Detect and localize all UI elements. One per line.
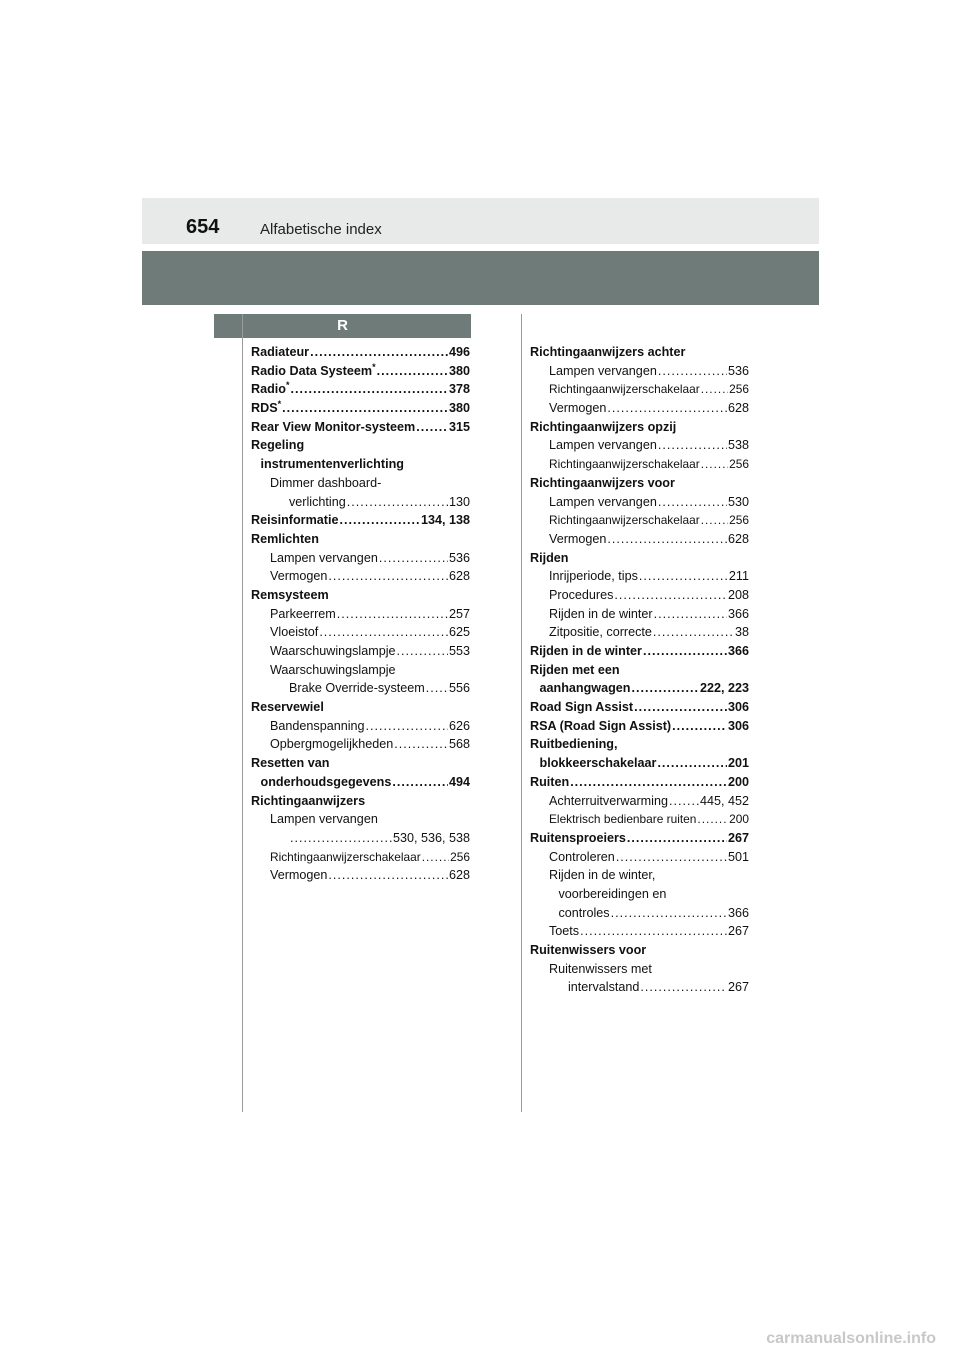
left-column-rule	[242, 314, 243, 1112]
index-entry-page: 536	[727, 363, 749, 378]
leader-dots	[580, 922, 727, 941]
index-entry	[530, 474, 749, 493]
index-entry-term: Richtingaanwijzerschakelaar	[549, 382, 700, 397]
index-entry	[530, 960, 749, 979]
index-entry	[530, 922, 749, 941]
leader-dots	[397, 642, 448, 661]
index-entry-page: 315	[448, 419, 470, 434]
index-entry	[251, 642, 470, 661]
index-entry-page: 626	[448, 718, 470, 733]
index-entry-term: onderhoudsgegevens	[260, 774, 392, 789]
index-entry-term: Rijden in de winter	[530, 644, 642, 658]
watermark: carmanualsonline.info	[766, 1330, 936, 1347]
index-entry	[530, 511, 749, 530]
index-entry-term: Rijden	[530, 550, 569, 565]
index-entry	[530, 530, 749, 549]
index-entry-page: 366	[727, 905, 749, 920]
index-entry-page: 366	[727, 644, 749, 658]
index-entry-page: 130	[448, 494, 470, 509]
leader-dots	[319, 623, 448, 642]
index-entry	[530, 455, 749, 474]
index-entry	[530, 418, 749, 437]
leader-dots	[282, 399, 448, 418]
index-entry	[251, 717, 470, 736]
index-entry-page: 366	[727, 606, 749, 621]
leader-dots	[669, 792, 699, 811]
index-entry-term: Parkeerrem	[270, 606, 336, 621]
index-entry-term: Lampen vervangen	[549, 363, 657, 378]
leader-dots	[658, 493, 727, 512]
index-entry-term: Richtingaanwijzers opzij	[530, 419, 677, 434]
index-entry	[530, 848, 749, 867]
leader-dots	[654, 605, 727, 624]
index-entry-term: Rear View Monitor-systeem	[251, 419, 416, 434]
index-entry	[251, 773, 470, 792]
index-entry	[530, 605, 749, 624]
leader-dots	[639, 567, 728, 586]
index-entry-page: 256	[450, 849, 470, 864]
index-entry	[251, 866, 470, 885]
index-entry-term: Achterruitverwarming	[549, 793, 668, 808]
index-entry-term: Lampen vervangen	[549, 438, 657, 453]
index-entry-term: controles	[558, 905, 610, 920]
leader-dots	[607, 399, 727, 418]
index-entry-term: RSA (Road Sign Assist)	[530, 718, 672, 733]
leader-dots	[366, 717, 448, 736]
index-entry	[251, 343, 470, 362]
index-entry-page: 538	[727, 438, 749, 453]
index-entry-term: Remlichten	[251, 531, 319, 546]
index-entry-term: Vermogen	[549, 401, 607, 416]
index-entry	[530, 773, 749, 792]
index-entry-term: Lampen vervangen	[270, 812, 378, 827]
index-entry-page: 496	[448, 345, 470, 359]
index-entry-page: 628	[727, 531, 749, 546]
index-entry-page: 200	[727, 774, 749, 789]
leader-dots	[657, 754, 727, 773]
index-entry-term: Rijden met een	[530, 662, 620, 677]
index-entry	[251, 605, 470, 624]
index-entry	[530, 698, 749, 717]
leader-dots	[291, 380, 448, 399]
index-entry-page: 267	[727, 924, 749, 939]
index-entry-page: 380	[448, 401, 470, 416]
index-entry-page: 201	[727, 756, 749, 771]
index-entry-page: 628	[448, 868, 470, 883]
index-entry-page: 530	[727, 494, 749, 509]
footnote-asterisk: *	[372, 361, 376, 372]
index-entry-page: 553	[448, 644, 470, 658]
index-entry-term: Ruiten	[530, 774, 570, 789]
index-entry-term: Inrijperiode, tips	[549, 569, 638, 584]
leader-dots	[658, 436, 727, 455]
index-entry-page: 267	[727, 980, 749, 995]
index-entry-term: Opbergmogelijkheden	[270, 737, 394, 752]
index-entry	[251, 754, 470, 773]
leader-dots	[658, 362, 727, 381]
index-entry-term: Radiateur	[251, 345, 310, 359]
leader-dots	[328, 866, 448, 885]
index-column-right	[530, 343, 749, 997]
leader-dots	[392, 773, 448, 792]
index-entry-term: Richtingaanwijzers	[251, 793, 366, 808]
index-entry-page: 501	[727, 849, 749, 864]
index-entry	[530, 623, 749, 642]
index-entry	[251, 810, 470, 829]
index-entry-page: 200	[729, 812, 749, 827]
index-entry	[251, 735, 470, 754]
index-entry-term: Waarschuwingslampje	[270, 644, 396, 658]
index-column-left	[251, 343, 470, 885]
index-entry	[251, 455, 470, 474]
index-entry-page: 256	[729, 457, 749, 472]
index-entry-term: RDS*	[251, 398, 282, 416]
index-entry	[530, 399, 749, 418]
index-entry-page: 445, 452	[699, 793, 749, 808]
index-entry-term: Elektrisch bedienbare ruiten	[549, 812, 697, 827]
index-entry	[251, 474, 470, 493]
index-entry	[251, 436, 470, 455]
page-number: 654	[186, 216, 220, 238]
index-entry-term: Reservewiel	[251, 700, 324, 715]
index-entry-page: 211	[728, 569, 749, 584]
index-entry-term: Reisinformatie	[251, 513, 339, 528]
index-entry	[251, 661, 470, 680]
right-column-rule	[521, 314, 522, 1112]
index-entry-page: 378	[448, 382, 470, 397]
index-entry-page: 628	[448, 569, 470, 584]
index-entry-term: Road Sign Assist	[530, 700, 634, 715]
index-entry	[251, 380, 470, 399]
leader-dots	[310, 343, 448, 362]
leader-dots	[701, 380, 728, 399]
index-entry-term: Ruitenwissers voor	[530, 943, 647, 957]
leader-dots	[614, 586, 727, 605]
index-entry-page: 134, 138	[420, 513, 470, 528]
index-entry-page: 256	[729, 513, 749, 528]
index-entry-term: Ruitbediening,	[530, 737, 618, 752]
leader-dots	[616, 848, 727, 867]
leader-dots	[643, 642, 727, 661]
header-band	[142, 198, 819, 244]
index-entry	[530, 717, 749, 736]
leader-dots	[701, 511, 728, 530]
leader-dots	[640, 978, 727, 997]
index-entry	[530, 829, 749, 848]
index-entry	[251, 418, 470, 437]
leader-dots	[377, 362, 448, 381]
index-entry-term: Ruitenwissers met	[549, 961, 652, 976]
index-entry-term: Vermogen	[270, 868, 328, 883]
leader-dots	[631, 679, 698, 698]
footnote-asterisk: *	[277, 398, 282, 409]
leader-dots	[339, 511, 419, 530]
leader-dots	[422, 848, 449, 867]
index-entry	[251, 511, 470, 530]
index-entry-page: 380	[448, 363, 470, 378]
index-entry	[530, 586, 749, 605]
index-entry-page: 208	[727, 587, 749, 602]
index-entry	[530, 679, 749, 698]
index-entry-term: intervalstand	[568, 980, 640, 995]
index-entry	[530, 343, 749, 362]
index-entry	[530, 904, 749, 923]
index-entry	[530, 380, 749, 399]
index-entry	[530, 735, 749, 754]
index-entry	[251, 549, 470, 568]
index-entry	[251, 586, 470, 605]
index-entry	[530, 978, 749, 997]
index-entry	[530, 866, 749, 885]
index-entry	[530, 941, 749, 960]
index-entry-term: Resetten van	[251, 756, 330, 771]
index-entry-term: Vermogen	[549, 531, 607, 546]
index-entry-term: Rijden in de winter,	[549, 868, 656, 883]
index-entry-term: Remsysteem	[251, 587, 329, 602]
index-entry	[251, 698, 470, 717]
index-entry	[530, 792, 749, 811]
index-entry	[530, 362, 749, 381]
index-entry	[251, 829, 470, 848]
index-entry-term: Ruitensproeiers	[530, 830, 626, 845]
index-entry-term: Vermogen	[270, 569, 328, 584]
index-entry-term: Lampen vervangen	[549, 494, 657, 509]
leader-dots	[379, 549, 448, 568]
index-entry	[530, 493, 749, 512]
index-entry-page: 306	[727, 700, 749, 715]
index-entry	[530, 661, 749, 680]
index-entry-term: verlichting	[289, 494, 346, 509]
index-entry	[530, 549, 749, 568]
leader-dots	[426, 679, 448, 698]
index-entry-term: Richtingaanwijzerschakelaar	[549, 513, 700, 528]
index-entry-term: Rijden in de winter	[549, 606, 653, 621]
index-entry	[251, 623, 470, 642]
leader-dots	[394, 735, 448, 754]
index-entry	[251, 848, 470, 867]
index-entry	[530, 810, 749, 829]
index-entry	[251, 362, 470, 381]
leader-dots	[672, 717, 727, 736]
index-entry-page: 494	[448, 774, 470, 789]
leader-dots	[697, 810, 728, 829]
index-entry	[530, 754, 749, 773]
index-entry-term: Waarschuwingslampje	[270, 662, 396, 677]
index-entry-term: Radio Data Systeem*	[251, 361, 376, 378]
leader-dots	[607, 530, 727, 549]
section-letter: R	[214, 314, 471, 338]
index-entry-page: 222, 223	[699, 681, 749, 696]
index-entry-term: Zitpositie, correcte	[549, 625, 652, 640]
index-entry-term: Toets	[549, 924, 580, 939]
index-entry-page: 556	[448, 681, 470, 696]
index-entry-term: blokkeerschakelaar	[539, 756, 657, 771]
index-entry	[251, 567, 470, 586]
index-entry-page: 536	[448, 550, 470, 565]
index-entry-term: Dimmer dashboard-	[270, 475, 382, 490]
leader-dots	[634, 698, 727, 717]
index-entry-term: Procedures	[549, 587, 614, 602]
leader-dots	[290, 829, 392, 848]
leader-dots	[701, 455, 728, 474]
leader-dots	[570, 773, 727, 792]
leader-dots	[337, 605, 448, 624]
index-entry	[251, 493, 470, 512]
index-entry-term: aanhangwagen	[539, 681, 631, 696]
index-entry-term: voorbereidingen en	[558, 886, 667, 901]
leader-dots	[347, 493, 448, 512]
index-entry	[530, 642, 749, 661]
index-entry-page: 530, 536, 538	[392, 830, 470, 845]
footnote-asterisk: *	[285, 380, 290, 391]
index-entry-term: Brake Override-systeem	[289, 681, 425, 696]
index-entry-term: Controleren	[549, 849, 615, 864]
index-entry	[530, 436, 749, 455]
index-entry-term: instrumentenverlichting	[260, 457, 404, 472]
index-entry	[530, 885, 749, 904]
page-title: Alfabetische index	[260, 221, 382, 238]
index-entry-term: Richtingaanwijzerschakelaar	[549, 457, 700, 472]
index-entry-term: Richtingaanwijzers achter	[530, 345, 686, 359]
leader-dots	[653, 623, 734, 642]
index-entry-term: Radio*	[251, 380, 290, 397]
index-entry-page: 267	[727, 830, 749, 845]
index-entry-term: Vloeistof	[270, 625, 319, 640]
index-entry	[251, 530, 470, 549]
index-entry	[251, 399, 470, 418]
index-entry-term: Richtingaanwijzerschakelaar	[270, 849, 421, 864]
section-band	[142, 251, 819, 305]
leader-dots	[627, 829, 727, 848]
index-entry-page: 256	[729, 382, 749, 397]
index-entry-page: 306	[727, 718, 749, 733]
index-entry-page: 38	[734, 625, 749, 640]
index-entry	[530, 567, 749, 586]
leader-dots	[416, 418, 448, 437]
index-entry	[251, 679, 470, 698]
index-entry-term: Bandenspanning	[270, 718, 365, 733]
index-entry-term: Regeling	[251, 438, 305, 453]
index-entry-page: 257	[448, 606, 470, 621]
index-entry	[251, 792, 470, 811]
index-entry-term: Lampen vervangen	[270, 550, 378, 565]
leader-dots	[328, 567, 448, 586]
leader-dots	[611, 904, 727, 923]
index-entry-page: 568	[448, 737, 470, 752]
index-entry-term: Richtingaanwijzers voor	[530, 475, 675, 490]
index-entry-page: 625	[448, 625, 470, 640]
index-entry-page: 628	[727, 401, 749, 416]
